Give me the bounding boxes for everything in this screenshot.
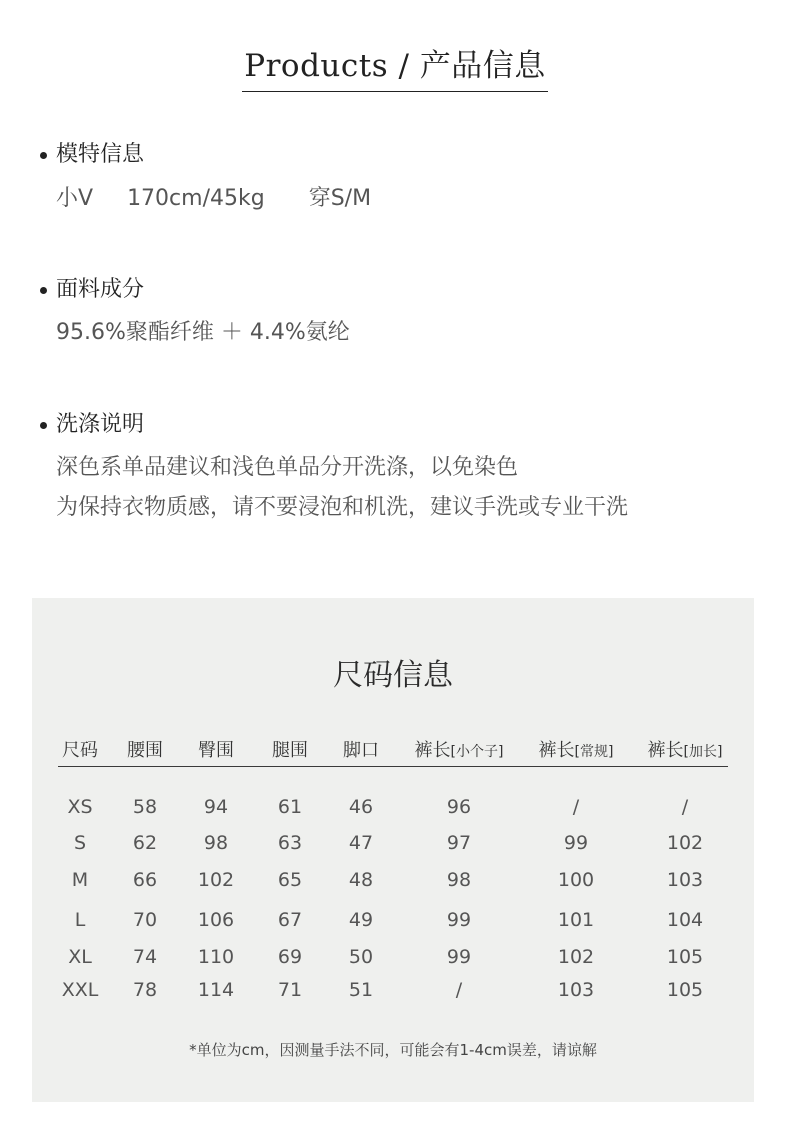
table-cell: XL: [68, 946, 92, 968]
care-line: 为保持衣物质感，请不要浸泡和机洗，建议手洗或专业干洗: [56, 495, 629, 520]
table-cell: L: [74, 909, 86, 931]
table-cell: M: [71, 869, 89, 891]
model-wears-size: 穿S/M: [308, 186, 372, 211]
table-cell: 74: [132, 946, 158, 968]
table-cell: 110: [197, 946, 235, 968]
table-row: [58, 869, 728, 899]
table-cell: 105: [666, 979, 704, 1001]
size-table-column-header: [127, 736, 163, 762]
table-cell: 96: [446, 796, 472, 818]
fabric-heading-label: 面料成分: [56, 277, 145, 302]
table-cell: XS: [67, 796, 93, 818]
table-cell: 69: [277, 946, 303, 968]
table-cell: 47: [348, 832, 374, 854]
column-header-sublabel: [小个子]: [450, 744, 504, 760]
table-cell: 63: [277, 832, 303, 854]
size-table-column-header: [62, 736, 98, 762]
care-section: [40, 410, 740, 528]
bullet-dot-icon: [40, 287, 47, 294]
size-table-column-header: [415, 736, 504, 762]
table-cell: 67: [277, 909, 303, 931]
table-cell: 114: [197, 979, 235, 1001]
table-cell: 58: [132, 796, 158, 818]
bullet-dot-icon: [40, 152, 47, 159]
table-row: [58, 832, 728, 862]
table-cell: 98: [203, 832, 229, 854]
table-cell: 102: [197, 869, 235, 891]
table-cell: 46: [348, 796, 374, 818]
model-name: 小V: [56, 186, 94, 211]
table-row: [58, 909, 728, 939]
table-cell: 48: [348, 869, 374, 891]
size-table-column-header: [272, 736, 308, 762]
table-cell: S: [73, 832, 87, 854]
table-cell: 99: [563, 832, 589, 854]
column-header-label: 裤长: [647, 740, 684, 761]
size-chart-title: 尺码信息: [333, 658, 453, 693]
table-cell: 71: [277, 979, 303, 1001]
fabric-composition: 95.6%聚酯纤维 ＋ 4.4%氨纶: [56, 320, 350, 345]
model-info-heading: [40, 140, 740, 170]
size-table-column-header: [539, 736, 614, 762]
page-title: Products / 产品信息: [242, 40, 548, 92]
table-cell: /: [455, 979, 463, 1001]
table-cell: 106: [197, 909, 235, 931]
table-cell: 102: [557, 946, 595, 968]
table-cell: XXL: [61, 979, 99, 1001]
column-header-sublabel: [加长]: [683, 744, 723, 760]
table-row: [58, 796, 728, 826]
size-table: [58, 732, 728, 1001]
table-cell: 98: [446, 869, 472, 891]
bullet-dot-icon: [40, 422, 47, 429]
size-table-column-header: [648, 736, 723, 762]
table-cell: 101: [557, 909, 595, 931]
fabric-heading: [40, 275, 740, 305]
table-cell: 99: [446, 909, 472, 931]
column-header-label: 尺码: [62, 740, 98, 761]
column-header-label: 腿围: [272, 740, 308, 761]
column-header-label: 臀围: [198, 740, 234, 761]
table-row: [58, 979, 728, 1009]
table-cell: 51: [348, 979, 374, 1001]
table-cell: 103: [666, 869, 704, 891]
table-cell: 103: [557, 979, 595, 1001]
size-table-column-header: [343, 736, 379, 762]
column-header-label: 脚口: [343, 740, 379, 761]
column-header-label: 裤长: [538, 740, 575, 761]
size-chart-panel: [32, 598, 754, 1102]
table-cell: 78: [132, 979, 158, 1001]
size-table-header: [58, 732, 728, 767]
size-chart-note: *单位为cm，因测量手法不同，可能会有1-4cm误差，请谅解: [189, 1041, 597, 1059]
column-header-label: 腰围: [127, 740, 163, 761]
fabric-section: [40, 275, 740, 353]
size-table-column-header: [198, 736, 234, 762]
table-cell: 61: [277, 796, 303, 818]
table-cell: 94: [203, 796, 229, 818]
page-header: [0, 40, 790, 92]
table-cell: 62: [132, 832, 158, 854]
table-cell: 100: [557, 869, 595, 891]
table-cell: 50: [348, 946, 374, 968]
table-cell: 49: [348, 909, 374, 931]
table-cell: 66: [132, 869, 158, 891]
care-line: 深色系单品建议和浅色单品分开洗涤，以免染色: [56, 455, 519, 480]
table-cell: /: [572, 796, 580, 818]
table-cell: 99: [446, 946, 472, 968]
care-heading: [40, 410, 740, 440]
column-header-sublabel: [常规]: [574, 744, 614, 760]
column-header-label: 裤长: [414, 740, 451, 761]
model-info-line: [40, 179, 740, 219]
model-info-heading-label: 模特信息: [56, 142, 145, 167]
table-cell: 65: [277, 869, 303, 891]
table-cell: /: [681, 796, 689, 818]
table-cell: 102: [666, 832, 704, 854]
table-cell: 70: [132, 909, 158, 931]
table-cell: 105: [666, 946, 704, 968]
model-info-section: [40, 140, 740, 219]
table-row: [58, 946, 728, 976]
care-heading-label: 洗涤说明: [56, 412, 145, 437]
model-measurements: 170cm/45kg: [127, 186, 265, 211]
table-cell: 97: [446, 832, 472, 854]
table-cell: 104: [666, 909, 704, 931]
